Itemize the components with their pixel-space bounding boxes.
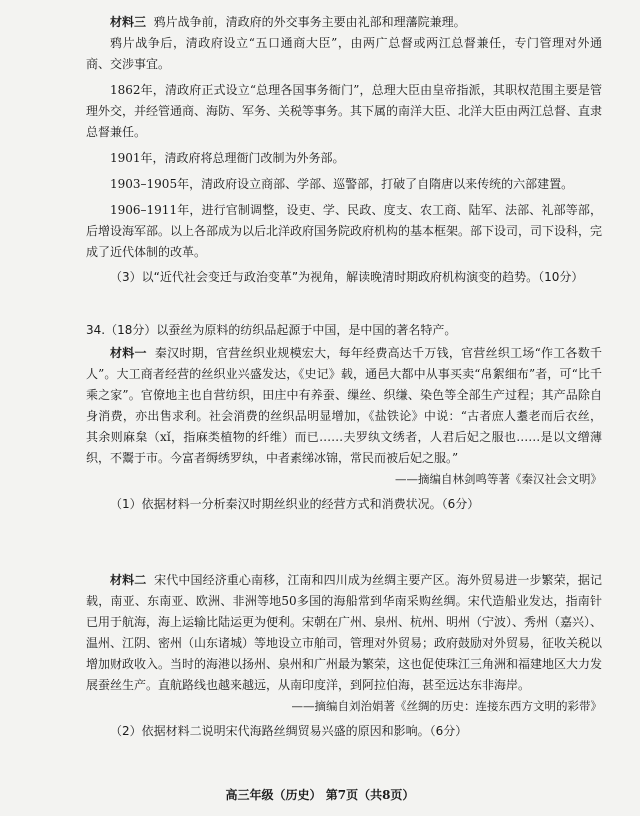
question-3: （3）以“近代社会变迁与政治变革”为视角，解读晚清时期政府机构演变的趋势。（10分）	[110, 270, 584, 284]
material-2-paragraph	[86, 570, 602, 696]
material-1-text: 秦汉时期，官营丝织业规模宏大，每年经费高达千万钱，官营丝织工场“作工各数千人”。大工商者经营的丝织业兴盛发达，《史记》载，通邑大都中从事买卖“帛絮细布”者，可“比千乘之家”。官僚地主也自营纺织，田庄中有养蚕、缫丝、织缣、染色等全部生产过程；其产品除自身消费，亦出售求利。社会消费的丝织品明显增加，《盐铁论》中说：“古者庶人耋老而后衣丝，其余则麻枲（xǐ，指麻类植物的纤维）而已……夫罗纨文绣者，人君后妃之服也……是以文缯薄织，不鬻于市。今富者缛绣罗纨，中者素绨冰锦，常民而被后妃之服。”	[86, 346, 602, 465]
question-34-2: （2）依据材料二说明宋代海路丝绸贸易兴盛的原因和影响。（6分）	[110, 724, 468, 738]
question-34-intro: 34.（18分）以蚕丝为原料的纺织品起源于中国，是中国的著名特产。	[86, 323, 457, 337]
page-footer: 高三年级（历史） 第7页（共8页）	[225, 788, 415, 802]
material-3-label: 材料三	[110, 15, 147, 29]
material-2-label: 材料二	[110, 573, 147, 587]
material-3-paragraph: 鸦片战争后，清政府设立“五口通商大臣”，由两广总督或两江总督兼任，专门管理对外通商、交涉事宜。	[86, 36, 602, 71]
material-3-paragraph: 1903–1905年，清政府设立商部、学部、巡警部，打破了自隋唐以来传统的六部建置。	[110, 177, 574, 191]
material-1-source: ——摘编自林剑鸣等著《秦汉社会文明》	[395, 472, 602, 486]
material-3-block	[86, 12, 602, 288]
material-2-source: ——摘编自刘治娟著《丝绸的历史：连接东西方文明的彩带》	[291, 699, 602, 713]
material-3-head-line	[86, 12, 602, 33]
question-34-block	[86, 320, 602, 515]
material-3-paragraph: 1906–1911年，进行官制调整，设吏、学、民政、度支、农工商、陆军、法部、礼部等部，后增设海军部。以上各部成为以后北洋政府国务院政府机构的基本框架。部下设司，司下设科，完成了近代体制的改革。	[86, 203, 603, 259]
material-3-intro: 鸦片战争前，清政府的外交事务主要由礼部和理藩院兼理。	[153, 15, 466, 29]
material-3-paragraph: 1862年，清政府正式设立“总理各国事务衙门”，总理大臣由皇帝指派，其职权范围主要是管理外交，并经管通商、海防、军务、关税等事务。其下属的南洋大臣、北洋大臣由两江总督、直隶总督兼任。	[86, 83, 603, 139]
material-1-label: 材料一	[110, 346, 147, 360]
material-2-block	[86, 570, 602, 742]
material-1-paragraph	[86, 343, 602, 469]
material-3-paragraph: 1901年，清政府将总理衙门改制为外务部。	[110, 151, 345, 165]
question-34-1: （1）依据材料一分析秦汉时期丝织业的经营方式和消费状况。（6分）	[110, 497, 480, 511]
material-2-text: 宋代中国经济重心南移，江南和四川成为丝绸主要产区。海外贸易进一步繁荣，据记载，南亚、东南亚、欧洲、非洲等地50多国的海船常到华南采购丝绸。宋代造船业发达，指南针已用于航海，海上运输比陆运更为便利。宋朝在广州、泉州、杭州、明州（宁波）、秀州（嘉兴）、温州、江阴、密州（山东诸城）等地设立市舶司，管理对外贸易；政府鼓励对外贸易，征收关税以增加财政收入。当时的海港以扬州、泉州和广州最为繁荣，这也促使珠江三角洲和福建地区大力发展蚕丝生产。直航路线也越来越远，从南印度洋，到阿拉伯海，甚至远达东非海岸。	[86, 573, 603, 692]
